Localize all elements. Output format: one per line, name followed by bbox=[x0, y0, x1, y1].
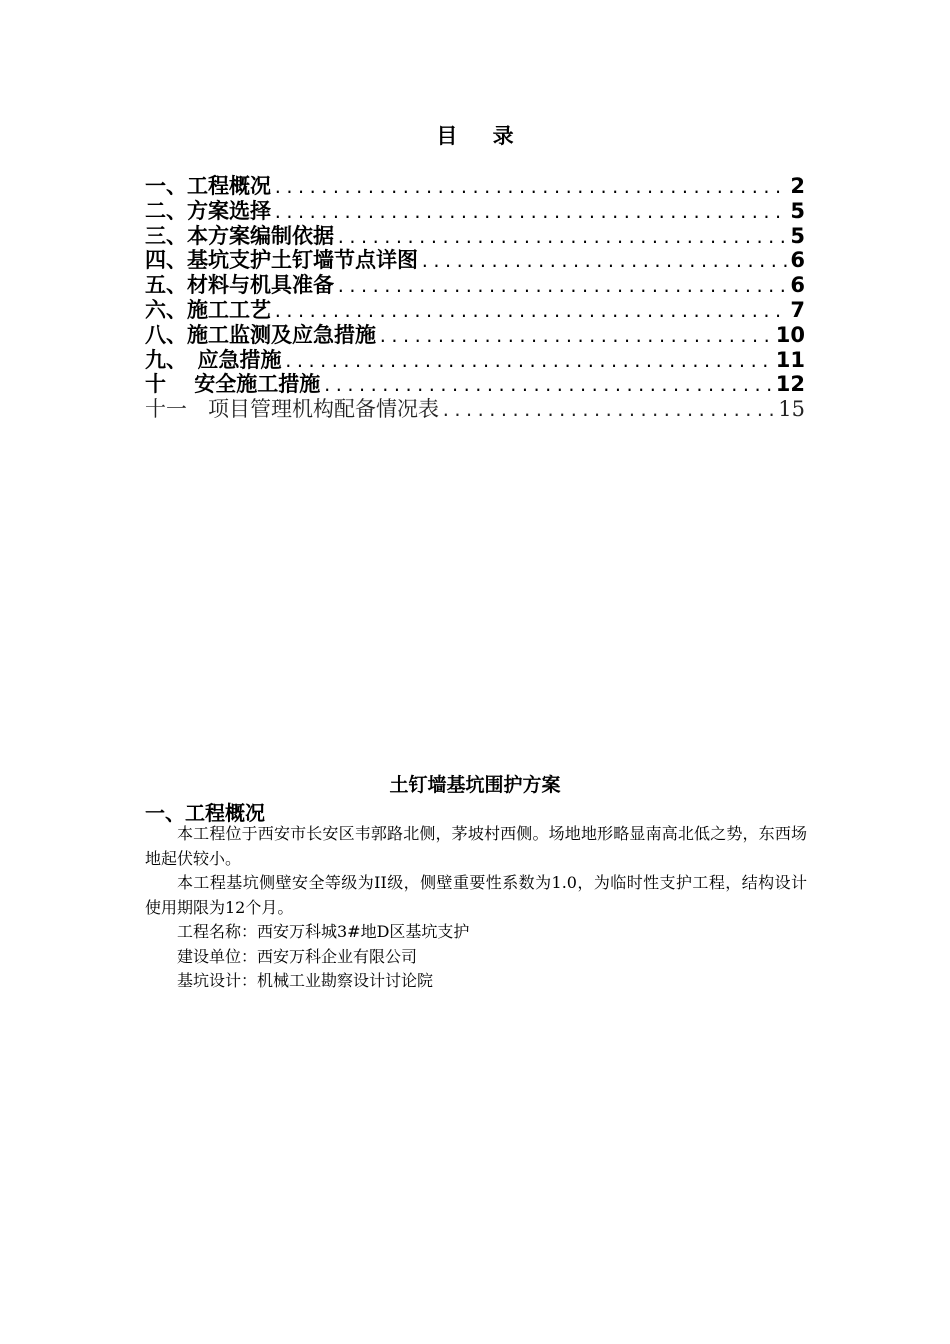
toc-entry[interactable] bbox=[145, 248, 805, 273]
toc-entry-page: 12 bbox=[775, 372, 805, 397]
toc-title: 目 录 bbox=[436, 124, 528, 148]
toc-entry-label: 八、施工监测及应急措施 bbox=[145, 322, 376, 347]
toc-entry-page: 5 bbox=[790, 223, 805, 248]
paragraph-pit-design: 基坑设计：机械工业勘察设计讨论院 bbox=[177, 971, 434, 990]
toc-entry-label: 十一 项目管理机构配备情况表 bbox=[145, 397, 439, 422]
toc-entry-label: 九、 应急措施 bbox=[145, 347, 282, 372]
toc-entry-page: 11 bbox=[775, 347, 805, 372]
toc-leader-dots bbox=[284, 350, 774, 375]
toc-entry-page: 6 bbox=[790, 248, 805, 273]
toc-leader-dots bbox=[273, 201, 788, 226]
toc-entry[interactable] bbox=[145, 273, 805, 298]
toc-entry[interactable] bbox=[145, 323, 805, 348]
toc-entry-label: 一、工程概况 bbox=[145, 174, 271, 198]
section-heading: 一、工程概况 bbox=[145, 801, 265, 825]
toc-entry[interactable] bbox=[145, 397, 805, 422]
toc-entry-page: 2 bbox=[790, 174, 805, 198]
paragraph-project-name: 工程名称：西安万科城3#地D区基坑支护 bbox=[177, 922, 470, 941]
toc-entry-page: 10 bbox=[775, 322, 805, 347]
toc-entry-page: 6 bbox=[790, 273, 805, 298]
toc-leader-dots bbox=[273, 300, 788, 325]
paragraph-construction-unit: 建设单位：西安万科企业有限公司 bbox=[177, 946, 418, 966]
toc-entry[interactable] bbox=[145, 199, 805, 224]
toc-leader-dots bbox=[420, 250, 788, 275]
toc-list bbox=[145, 174, 805, 422]
toc-entry[interactable] bbox=[145, 348, 805, 373]
toc-entry-page: 7 bbox=[790, 297, 805, 322]
toc-entry-label: 六、施工工艺 bbox=[145, 297, 271, 322]
toc-entry-label: 四、基坑支护土钉墙节点详图 bbox=[145, 248, 418, 273]
section-body bbox=[145, 822, 807, 994]
toc-entry-label: 五、材料与机具准备 bbox=[145, 273, 334, 298]
toc-entry-label: 三、本方案编制依据 bbox=[145, 223, 334, 248]
toc-entry-page: 15 bbox=[778, 397, 805, 422]
toc-leader-dots bbox=[378, 325, 774, 350]
toc-entry[interactable] bbox=[145, 174, 805, 199]
toc-leader-dots bbox=[441, 399, 776, 424]
toc-entry-page: 5 bbox=[790, 198, 805, 223]
toc-entry[interactable] bbox=[145, 298, 805, 323]
toc-entry[interactable] bbox=[145, 372, 805, 397]
document-title: 土钉墙基坑围护方案 bbox=[389, 774, 561, 796]
toc-leader-dots bbox=[336, 226, 788, 251]
toc-leader-dots bbox=[336, 275, 788, 300]
toc-leader-dots bbox=[273, 176, 788, 201]
toc-entry-label: 十 安全施工措施 bbox=[145, 372, 321, 397]
toc-leader-dots bbox=[322, 374, 773, 399]
toc-entry[interactable] bbox=[145, 224, 805, 249]
toc-entry-label: 二、方案选择 bbox=[145, 198, 271, 223]
paragraph-location: 本工程位于西安市长安区韦郭路北侧，茅坡村西侧。场地地形略显南高北低之势，东西场地起伏较小。 bbox=[145, 824, 807, 868]
paragraph-safety-level: 本工程基坑侧壁安全等级为II级，侧壁重要性系数为1.0，为临时性支护工程，结构设计使用期限为12个月。 bbox=[145, 873, 807, 917]
